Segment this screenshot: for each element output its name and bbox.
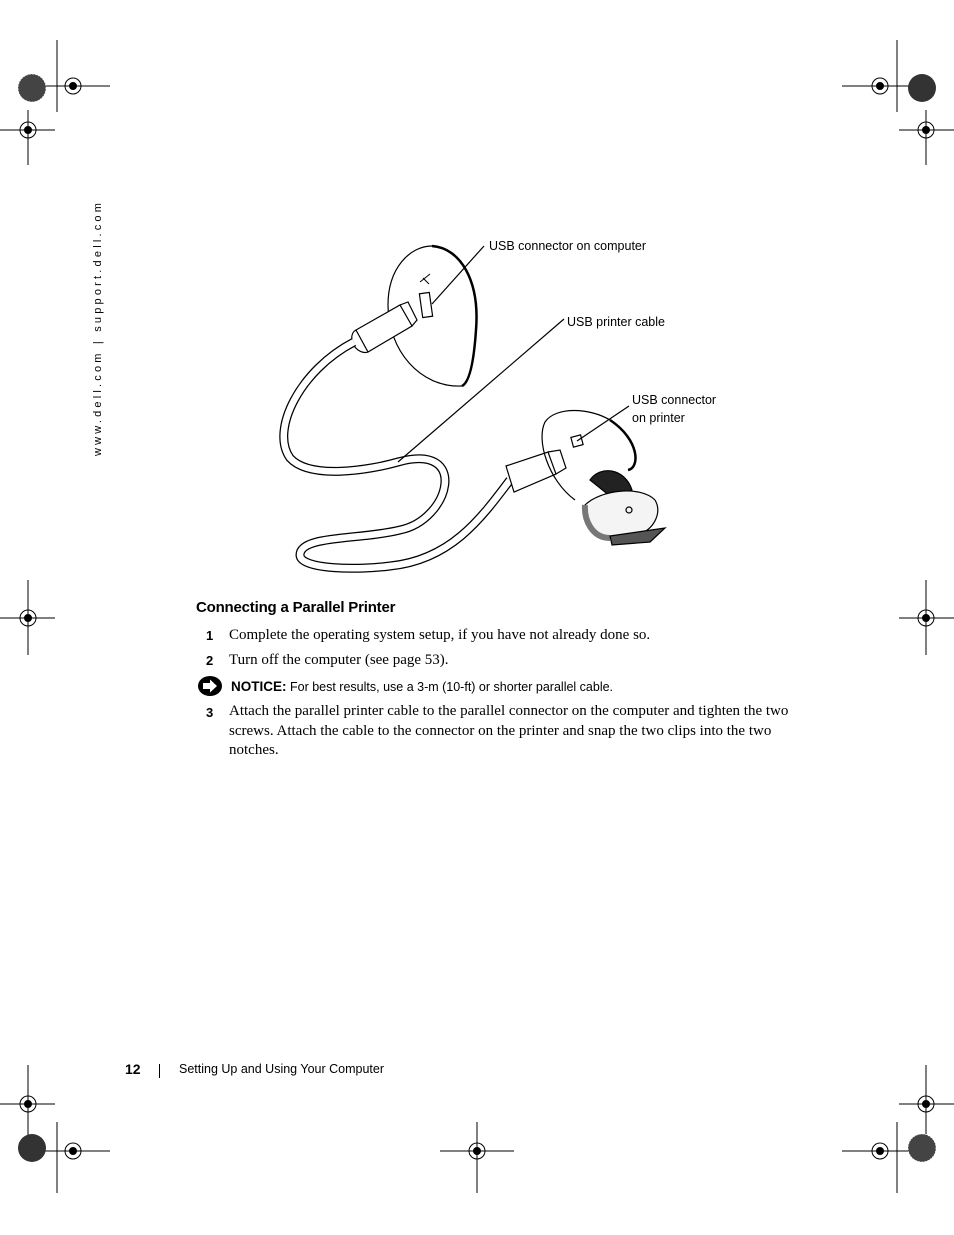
step-2-text: Turn off the computer (see page 53). xyxy=(229,652,449,668)
page-number: 12 xyxy=(125,1061,141,1077)
side-url: www.dell.com | support.dell.com xyxy=(92,199,104,456)
footer-divider xyxy=(159,1064,160,1078)
step-1-number: 1 xyxy=(206,628,214,643)
step-3-number: 3 xyxy=(206,705,214,720)
callout-usb-cable xyxy=(398,319,564,462)
step-2-number: 2 xyxy=(206,653,214,668)
label-usb-connector-computer: USB connector on computer xyxy=(489,239,647,253)
usb-b-plug xyxy=(506,452,556,492)
step-3-text: Attach the parallel printer cable to the parallel connector on the computer and tighten the two screws. Attach the cable to the connector on the printer and snap the two clips into the two notches. xyxy=(229,703,789,758)
notice xyxy=(231,679,613,694)
notice-text: For best results, use a 3-m (10-ft) or shorter parallel cable. xyxy=(289,680,614,694)
footer-chapter-title: Setting Up and Using Your Computer xyxy=(179,1062,384,1076)
usb-a-plug xyxy=(356,305,412,352)
label-usb-printer-cable: USB printer cable xyxy=(567,315,665,329)
section-heading: Connecting a Parallel Printer xyxy=(196,599,396,616)
usb-printer-illustration xyxy=(270,240,690,575)
computer-usb-port xyxy=(419,292,432,317)
step-1-text: Complete the operating system setup, if you have not already done so. xyxy=(229,627,651,643)
notice-arrow-icon xyxy=(197,675,223,697)
label-usb-connector-printer-1: USB connector xyxy=(632,393,717,407)
callout-usb-computer xyxy=(432,246,484,304)
notice-label: NOTICE: xyxy=(231,679,287,694)
label-usb-connector-printer-2: on printer xyxy=(632,411,685,425)
